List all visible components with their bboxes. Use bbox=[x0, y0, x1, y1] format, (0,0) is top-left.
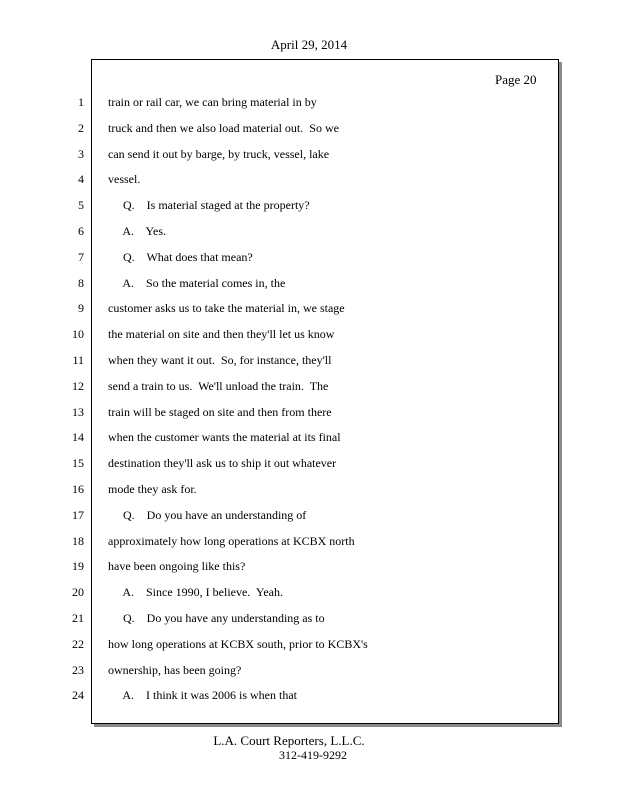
transcript-line: destination they'll ask us to ship it out whatever bbox=[108, 456, 337, 471]
transcript-line: mode they ask for. bbox=[108, 481, 197, 496]
transcript-line: Q. Do you have any understanding as to bbox=[108, 610, 325, 625]
line-number-column bbox=[60, 92, 84, 711]
footer-phone: 312-419-9292 bbox=[279, 748, 347, 762]
line-number: 15 bbox=[72, 456, 84, 471]
transcript-line: Q. Do you have an understanding of bbox=[108, 507, 307, 522]
transcript-line: can send it out by barge, by truck, vessel, lake bbox=[108, 146, 330, 161]
line-number: 16 bbox=[72, 481, 84, 496]
transcript-line: when the customer wants the material at its final bbox=[108, 430, 341, 445]
line-number: 10 bbox=[72, 327, 84, 342]
transcript-line: A. Since 1990, I believe. Yeah. bbox=[108, 585, 283, 600]
transcript-line: vessel. bbox=[108, 172, 141, 187]
line-number: 14 bbox=[72, 430, 84, 445]
line-number: 13 bbox=[72, 404, 84, 419]
line-number: 22 bbox=[72, 636, 84, 651]
transcript-line: when they want it out. So, for instance, they'll bbox=[108, 352, 332, 367]
transcript-line: Q. Is material staged at the property? bbox=[108, 198, 310, 213]
line-number: 3 bbox=[78, 146, 84, 161]
transcript-line: A. Yes. bbox=[108, 223, 167, 238]
line-number: 1 bbox=[78, 95, 84, 109]
line-number: 20 bbox=[72, 585, 84, 600]
transcript-lines bbox=[108, 92, 548, 711]
transcript-line: how long operations at KCBX south, prior to KCBX's bbox=[108, 636, 368, 651]
footer-company: L.A. Court Reporters, L.L.C. bbox=[213, 733, 365, 748]
transcript-line: send a train to us. We'll unload the train. The bbox=[108, 378, 329, 393]
transcript-line: ownership, has been going? bbox=[108, 662, 242, 677]
transcript-line: Q. What does that mean? bbox=[108, 249, 253, 264]
transcript-line: train or rail car, we can bring material in by bbox=[108, 95, 317, 109]
line-number: 12 bbox=[72, 378, 84, 393]
line-number: 19 bbox=[72, 559, 84, 574]
transcript-line: A. So the material comes in, the bbox=[108, 275, 286, 290]
line-number: 11 bbox=[72, 352, 84, 367]
transcript-line: customer asks us to take the material in, we stage bbox=[108, 301, 345, 316]
line-number: 21 bbox=[72, 610, 84, 625]
line-number: 4 bbox=[78, 172, 84, 187]
line-number: 6 bbox=[78, 223, 84, 238]
line-number: 17 bbox=[72, 507, 84, 522]
transcript-line: train will be staged on site and then from there bbox=[108, 404, 332, 419]
transcript-line: A. I think it was 2006 is when that bbox=[108, 688, 297, 703]
line-number: 8 bbox=[78, 275, 84, 290]
transcript-line: approximately how long operations at KCBX north bbox=[108, 533, 355, 548]
line-number: 23 bbox=[72, 662, 84, 677]
line-number: 7 bbox=[78, 249, 84, 264]
line-number: 2 bbox=[78, 120, 84, 135]
page-number: Page 20 bbox=[495, 72, 537, 87]
transcript-line: the material on site and then they'll let us know bbox=[108, 327, 335, 342]
line-number: 9 bbox=[78, 301, 84, 316]
transcript-line: truck and then we also load material out. So we bbox=[108, 120, 339, 135]
line-number: 24 bbox=[72, 688, 84, 703]
line-number: 18 bbox=[72, 533, 84, 548]
line-number: 5 bbox=[78, 198, 84, 213]
header-date: April 29, 2014 bbox=[270, 37, 348, 52]
transcript-line: have been ongoing like this? bbox=[108, 559, 246, 574]
